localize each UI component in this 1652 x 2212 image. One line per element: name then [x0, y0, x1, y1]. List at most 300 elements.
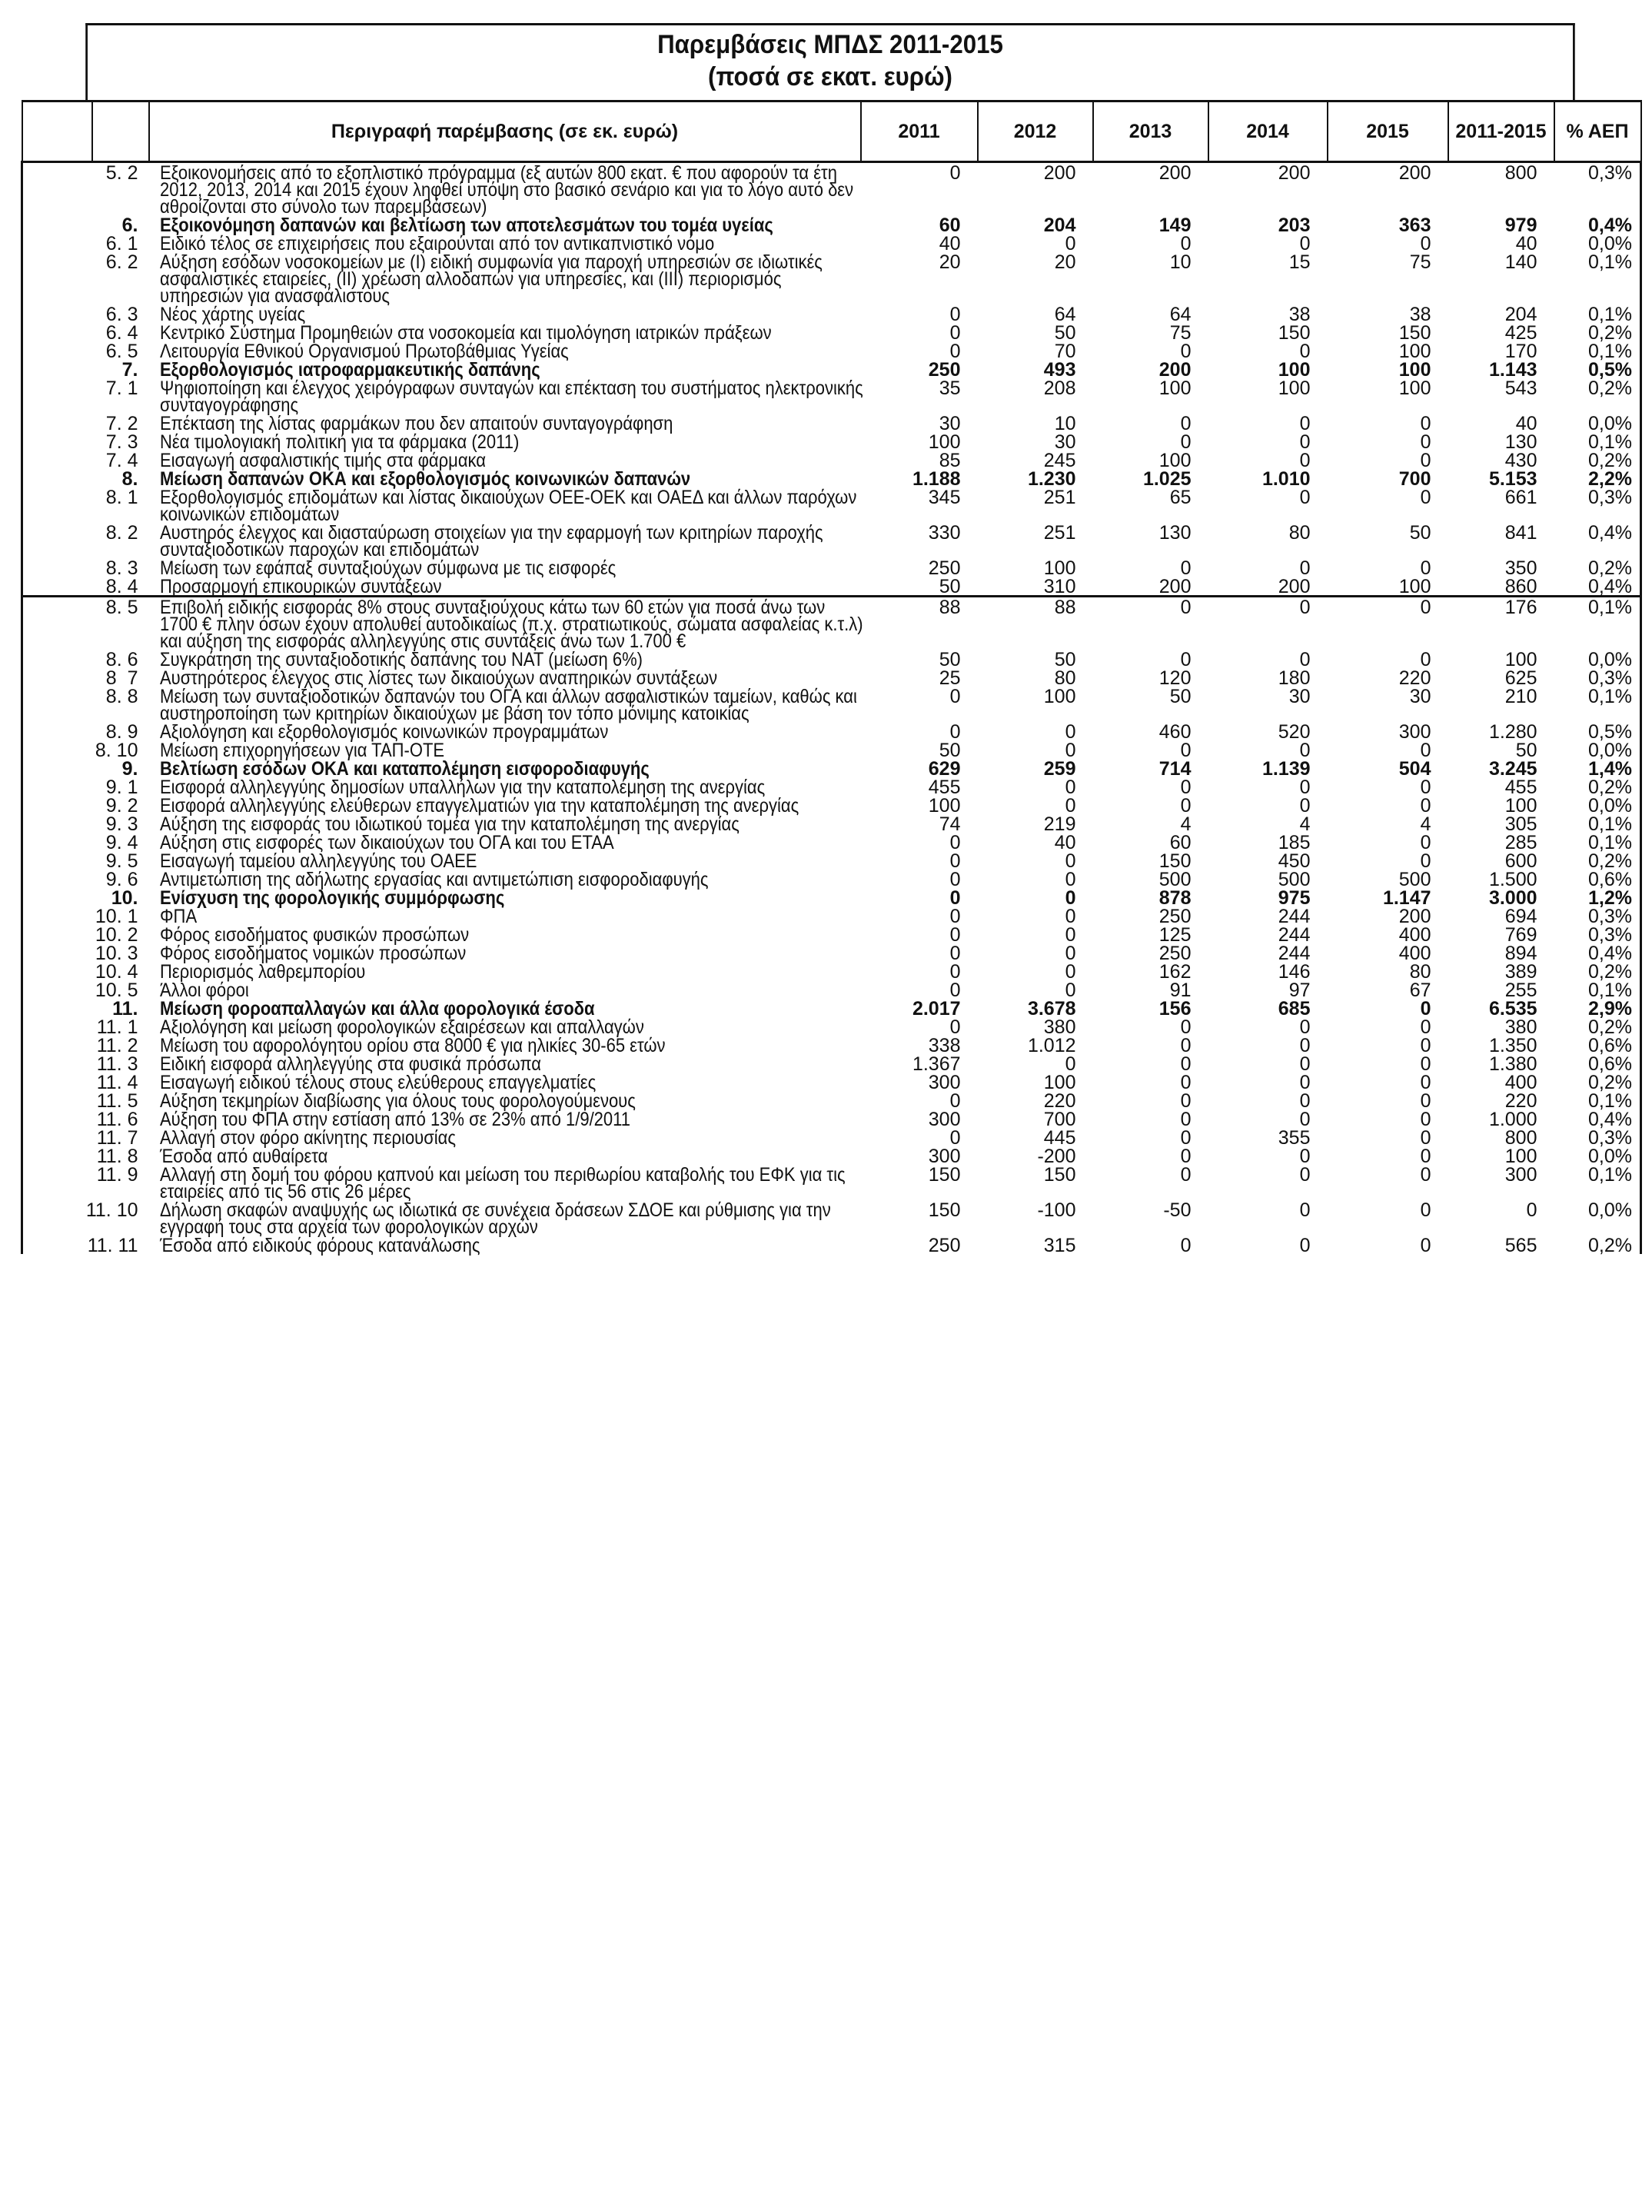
cell-2011: 50	[861, 577, 978, 597]
description-text: Νέα τιμολογιακή πολιτική για τα φάρμακα (2011)	[159, 431, 519, 453]
row-description	[149, 597, 861, 650]
cell-2012: 445	[1043, 1127, 1076, 1149]
table-row	[22, 980, 1641, 999]
row-description	[149, 322, 861, 344]
cell-2015: 0	[1420, 1235, 1431, 1256]
description-text: Μείωση των συνταξιοδοτικών δαπανών του ΟΓΑ και άλλων ασφαλιστικών ταμείων, καθώς και αυστηροποίηση των κριτηρίων δικαιούχων με βάση τον τόπο μόνιμης κατοικίας	[159, 686, 857, 724]
cell-2015: 100	[1328, 577, 1448, 597]
cell-gdp-percent: 0,2%	[1554, 378, 1641, 414]
col-description: Περιγραφή παρέμβασης (σε εκ. ευρώ)	[149, 101, 861, 162]
cell-2013: 0	[1180, 777, 1192, 798]
row-code: 10. 3	[22, 943, 149, 962]
table-row	[22, 304, 1641, 323]
table-row	[22, 234, 1641, 252]
cell-2011: 629	[928, 758, 961, 780]
cell-2013: 0	[1180, 1235, 1192, 1256]
cell-gdp-percent: 0,6%	[1554, 1036, 1641, 1054]
cell-2011: 50	[939, 649, 961, 670]
cell-total: 841	[1504, 522, 1537, 544]
row-description	[149, 251, 861, 307]
cell-gdp-percent: 0,2%	[1554, 451, 1641, 469]
column-header-row	[22, 101, 1641, 162]
col-2014: 2014	[1208, 101, 1328, 162]
row-description	[149, 980, 861, 999]
cell-gdp-percent: 0,1%	[1554, 980, 1641, 999]
cell-2012: 0	[1065, 869, 1076, 890]
row-code: 7. 3	[22, 432, 149, 451]
row-description	[149, 162, 861, 216]
cell-2015: 0	[1420, 1164, 1431, 1186]
cell-2013: 125	[1158, 924, 1192, 946]
table-row	[22, 833, 1641, 851]
col-code-a	[22, 101, 92, 162]
row-description	[149, 721, 861, 743]
table-row	[22, 1017, 1641, 1036]
cell-2011: 0	[949, 961, 961, 983]
description-text: Εισαγωγή ταμείου αλληλεγγύης του ΟΑΕΕ	[159, 850, 477, 872]
row-code: 7.	[22, 360, 149, 378]
cell-2011: 250	[928, 557, 961, 579]
cell-2013: 0	[1180, 597, 1192, 618]
document-page	[21, 23, 1640, 1254]
cell-2012: 150	[1043, 1164, 1076, 1186]
cell-gdp-percent: 0,1%	[1554, 597, 1641, 650]
description-text: Συγκράτηση της συνταξιοδοτικής δαπάνης του ΝΑΤ (μείωση 6%)	[159, 649, 643, 670]
cell-2013: 0	[1180, 233, 1192, 254]
row-code: 9. 1	[22, 777, 149, 796]
table-row	[22, 341, 1641, 360]
cell-total: 860	[1448, 577, 1554, 597]
cell-total: 1.000	[1488, 1109, 1537, 1130]
table-row	[22, 1036, 1641, 1054]
cell-2015: 50	[1409, 522, 1431, 544]
cell-2014: 100	[1278, 359, 1311, 381]
row-description	[149, 814, 861, 833]
row-code: 11. 11	[22, 1236, 149, 1254]
table-row	[22, 668, 1641, 687]
table-row	[22, 162, 1641, 216]
cell-2012: 10	[1054, 413, 1076, 434]
cell-total: 430	[1504, 450, 1537, 471]
cell-total: 1.350	[1488, 1035, 1537, 1056]
row-code: 10. 4	[22, 962, 149, 980]
cell-total: 130	[1504, 431, 1537, 453]
cell-gdp-percent: 0,4%	[1554, 523, 1641, 558]
row-code: 11. 8	[22, 1146, 149, 1165]
cell-2014: 1.139	[1261, 758, 1311, 780]
row-description	[149, 468, 861, 490]
cell-total: 176	[1504, 597, 1537, 618]
cell-total: 100	[1504, 795, 1537, 817]
cell-gdp-percent: 0,0%	[1554, 1200, 1641, 1236]
row-code: 11. 4	[22, 1073, 149, 1091]
row-code: 6. 3	[22, 304, 149, 323]
row-description	[149, 1146, 861, 1165]
cell-2015: 0	[1420, 450, 1431, 471]
cell-gdp-percent: 0,6%	[1554, 870, 1641, 888]
cell-2014: 244	[1278, 924, 1311, 946]
cell-2011: 0	[949, 869, 961, 890]
table-row	[22, 1236, 1641, 1254]
description-text: Αλλαγή στη δομή του φόρου καπνού και μείωση του περιθωρίου καταβολής του ΕΦΚ για τις εταιρείες από τις 56 στις 26 μέρες	[159, 1164, 846, 1202]
cell-total: 5.153	[1488, 468, 1537, 490]
row-description	[149, 870, 861, 888]
row-description	[149, 961, 861, 983]
row-description	[149, 558, 861, 577]
cell-2015: 0	[1420, 233, 1431, 254]
table-row	[22, 870, 1641, 888]
cell-total: 1.500	[1488, 869, 1537, 890]
row-description	[149, 1017, 861, 1036]
cell-2014: 244	[1278, 943, 1311, 964]
row-description	[149, 998, 861, 1020]
cell-gdp-percent: 0,1%	[1554, 341, 1641, 360]
col-2012: 2012	[978, 101, 1093, 162]
table-row	[22, 323, 1641, 341]
cell-2011: 30	[939, 413, 961, 434]
table-section-row	[22, 759, 1641, 777]
table-row	[22, 1200, 1641, 1236]
cell-2013: 130	[1158, 522, 1192, 544]
cell-2014: 200	[1278, 162, 1311, 184]
cell-2012: 259	[1043, 758, 1076, 780]
cell-2014: 0	[1299, 740, 1311, 761]
cell-gdp-percent: 0,6%	[1554, 1054, 1641, 1073]
cell-2015: 400	[1398, 924, 1431, 946]
cell-2015: 400	[1398, 943, 1431, 964]
row-description	[149, 215, 861, 234]
cell-2015: 100	[1398, 378, 1431, 399]
description-text: Εισαγωγή ειδικού τέλους στους ελεύθερους επαγγελματίες	[159, 1072, 596, 1093]
cell-2013: 0	[1180, 1109, 1192, 1130]
cell-2013: 100	[1158, 450, 1192, 471]
cell-2014: 244	[1278, 906, 1311, 927]
row-description	[149, 1236, 861, 1254]
cell-2014: 0	[1299, 795, 1311, 817]
cell-2011: 0	[949, 162, 961, 184]
row-code: 9. 3	[22, 814, 149, 833]
description-text: Μείωση των εφάπαξ συνταξιούχων σύμφωνα με τις εισφορές	[159, 557, 616, 579]
cell-2011: 0	[949, 322, 961, 344]
cell-2014: 0	[1299, 1164, 1311, 1186]
cell-2014: 0	[1299, 413, 1311, 434]
cell-total: 543	[1504, 378, 1537, 399]
table-row	[22, 1128, 1641, 1146]
cell-2012: 200	[1043, 162, 1076, 184]
cell-gdp-percent: 0,2%	[1554, 323, 1641, 341]
cell-2013: 0	[1180, 431, 1192, 453]
cell-2013: 4	[1180, 813, 1192, 835]
cell-2013: 200	[1093, 577, 1208, 597]
table-row	[22, 432, 1641, 451]
cell-2015: 220	[1398, 667, 1431, 689]
cell-2015: 0	[1420, 413, 1431, 434]
description-text: Αυστηρότερος έλεγχος στις λίστες των δικαιούχων αναπηρικών συντάξεων	[159, 667, 717, 689]
description-text: Ενίσχυση της φορολογικής συμμόρφωσης	[159, 887, 504, 909]
col-code-b	[92, 101, 149, 162]
cell-2012: 20	[1054, 251, 1076, 273]
cell-total: 425	[1504, 322, 1537, 344]
cell-2014: 100	[1278, 378, 1311, 399]
table-row	[22, 740, 1641, 759]
cell-2011: 100	[928, 795, 961, 817]
description-text: Εισφορά αλληλεγγύης ελεύθερων επαγγελματιών για την καταπολέμηση της ανεργίας	[159, 795, 799, 817]
cell-2011: 40	[939, 233, 961, 254]
description-text: Μείωση επιχορηγήσεων για ΤΑΠ-ΟΤΕ	[159, 740, 444, 761]
description-text: Αξιολόγηση και μείωση φορολογικών εξαιρέσεων και απαλλαγών	[159, 1016, 644, 1038]
cell-2015: 0	[1420, 597, 1431, 618]
row-description	[149, 1054, 861, 1073]
cell-2012: 208	[1043, 378, 1076, 399]
cell-gdp-percent: 0,4%	[1554, 1109, 1641, 1128]
table-row	[22, 1073, 1641, 1091]
cell-gdp-percent: 0,1%	[1554, 687, 1641, 722]
cell-2015: 75	[1409, 251, 1431, 273]
row-description	[149, 1127, 861, 1149]
cell-2013: 10	[1169, 251, 1192, 273]
table-row	[22, 650, 1641, 668]
cell-2012: 380	[1043, 1016, 1076, 1038]
row-description	[149, 341, 861, 360]
description-text: Επέκταση της λίστας φαρμάκων που δεν απαιτούν συνταγογράφηση	[159, 413, 673, 434]
row-description	[149, 359, 861, 381]
cell-2014: 1.010	[1261, 468, 1311, 490]
row-description	[149, 1109, 861, 1128]
description-text: Λειτουργία Εθνικού Οργανισμού Πρωτοβάθμιας Υγείας	[159, 341, 569, 362]
cell-2012: 204	[1043, 215, 1076, 236]
cell-2011: 0	[949, 832, 961, 853]
cell-gdp-percent: 0,1%	[1554, 1091, 1641, 1109]
cell-2012: 700	[1043, 1109, 1076, 1130]
row-code: 6.	[22, 215, 149, 234]
cell-total: 3.245	[1488, 758, 1537, 780]
cell-2014: 150	[1278, 322, 1311, 344]
cell-total: 40	[1515, 413, 1537, 434]
cell-2012: 220	[1043, 1090, 1076, 1112]
row-code: 9. 2	[22, 796, 149, 814]
row-description	[149, 1165, 861, 1200]
cell-gdp-percent: 0,0%	[1554, 234, 1641, 252]
row-code: 9. 5	[22, 851, 149, 870]
description-text: Προσαρμογή επικουρικών συντάξεων	[159, 576, 442, 597]
cell-gdp-percent: 0,3%	[1554, 906, 1641, 925]
cell-2014: 450	[1278, 850, 1311, 872]
description-text: Έσοδα από αυθαίρετα	[159, 1146, 327, 1167]
cell-2014: 0	[1299, 777, 1311, 798]
cell-2011: 0	[949, 850, 961, 872]
cell-gdp-percent: 0,5%	[1554, 722, 1641, 740]
cell-gdp-percent: 0,0%	[1554, 796, 1641, 814]
cell-total: 1.143	[1488, 359, 1537, 381]
cell-2011: 455	[928, 777, 961, 798]
cell-2014: 0	[1299, 1109, 1311, 1130]
cell-2014: 0	[1299, 341, 1311, 362]
row-description	[149, 924, 861, 946]
cell-2015: 38	[1409, 304, 1431, 325]
cell-2015: 0	[1420, 1016, 1431, 1038]
cell-2012: 100	[1043, 1072, 1076, 1093]
cell-2014: 0	[1299, 1146, 1311, 1167]
row-description	[149, 414, 861, 432]
cell-2013: 100	[1158, 378, 1192, 399]
title-line-1: Παρεμβάσεις ΜΠΔΣ 2011-2015	[657, 30, 1003, 59]
row-description	[149, 650, 861, 668]
cell-2013: -50	[1163, 1199, 1192, 1221]
cell-2015: 0	[1420, 557, 1431, 579]
row-code: 7. 2	[22, 414, 149, 432]
cell-2011: 50	[939, 740, 961, 761]
cell-total: 50	[1515, 740, 1537, 761]
cell-2015: 100	[1398, 359, 1431, 381]
cell-2014: 0	[1299, 1235, 1311, 1256]
table-section-row	[22, 999, 1641, 1017]
row-code: 8. 6	[22, 650, 149, 668]
cell-2014: 500	[1278, 869, 1311, 890]
cell-2015: 0	[1420, 998, 1431, 1020]
row-description	[149, 1200, 861, 1236]
cell-2012: 0	[1065, 777, 1076, 798]
row-description	[149, 687, 861, 722]
cell-2011: 2.017	[912, 998, 961, 1020]
cell-2013: 200	[1158, 162, 1192, 184]
cell-2015: 30	[1409, 686, 1431, 707]
row-code: 11. 3	[22, 1054, 149, 1073]
cell-2014: 0	[1299, 649, 1311, 670]
cell-2013: 120	[1158, 667, 1192, 689]
cell-2011: 1.188	[912, 468, 961, 490]
cell-total: 455	[1504, 777, 1537, 798]
cell-2013: 150	[1158, 850, 1192, 872]
cell-2011: 0	[949, 1090, 961, 1112]
cell-gdp-percent: 2,9%	[1554, 999, 1641, 1017]
description-text: Ψηφιοποίηση και έλεγχος χειρόγραφων συνταγών και επέκταση του συστήματος ηλεκτρονικής συνταγογράφησης	[159, 378, 863, 416]
cell-2013: 0	[1180, 740, 1192, 761]
cell-2014: 0	[1299, 233, 1311, 254]
cell-gdp-percent: 2,2%	[1554, 469, 1641, 487]
cell-total: 380	[1504, 1016, 1537, 1038]
cell-2014: 97	[1288, 980, 1311, 1001]
cell-2015: 0	[1420, 1146, 1431, 1167]
cell-2012: 1.230	[1027, 468, 1076, 490]
cell-gdp-percent: 0,3%	[1554, 925, 1641, 943]
cell-2015: 700	[1398, 468, 1431, 490]
description-text: Αυστηρός έλεγχος και διασταύρωση στοιχείων για την εφαρμογή των κριτηρίων παροχής συνταξιοδοτικών παροχών και επιδομάτων	[159, 522, 823, 560]
cell-total: 800	[1504, 1127, 1537, 1149]
cell-total: 140	[1504, 251, 1537, 273]
cell-2012: 493	[1043, 359, 1076, 381]
table-row	[22, 558, 1641, 577]
description-text: Έσοδα από ειδικούς φόρους κατανάλωσης	[159, 1235, 480, 1256]
cell-2013: 0	[1180, 649, 1192, 670]
cell-2015: 0	[1420, 850, 1431, 872]
description-text: Νέος χάρτης υγείας	[159, 304, 305, 325]
cell-2011: 74	[939, 813, 961, 835]
interventions-table	[21, 100, 1642, 1254]
cell-2012: 219	[1043, 813, 1076, 835]
cell-2014: 30	[1288, 686, 1311, 707]
row-description	[149, 833, 861, 851]
cell-2015: 80	[1409, 961, 1431, 983]
cell-total: 1.280	[1488, 721, 1537, 743]
description-text: Μείωση του αφορολόγητου ορίου στα 8000 € για ηλικίες 30-65 ετών	[159, 1035, 666, 1056]
cell-2012: 0	[1065, 924, 1076, 946]
cell-gdp-percent: 0,0%	[1554, 414, 1641, 432]
cell-gdp-percent: 0,1%	[1554, 814, 1641, 833]
cell-2012: 100	[1043, 557, 1076, 579]
cell-gdp-percent: 0,1%	[1554, 304, 1641, 323]
col-gdp-percent: % ΑΕΠ	[1554, 101, 1641, 162]
cell-2012: 251	[1043, 522, 1076, 544]
row-code: 8. 10	[22, 740, 149, 759]
row-description	[149, 887, 861, 909]
row-code: 11.	[22, 999, 149, 1017]
description-text: Ειδικό τέλος σε επιχειρήσεις που εξαιρούνται από τον αντικαπνιστικό νόμο	[159, 233, 714, 254]
cell-total: 769	[1504, 924, 1537, 946]
cell-2015: 0	[1420, 1199, 1431, 1221]
cell-2012: 0	[1065, 1053, 1076, 1075]
cell-2014: 0	[1299, 597, 1311, 618]
cell-2011: 60	[939, 215, 961, 236]
cell-gdp-percent: 0,0%	[1554, 740, 1641, 759]
cell-2012: 50	[1054, 322, 1076, 344]
description-text: Μείωση φοροαπαλλαγών και άλλα φορολογικά έσοδα	[159, 998, 595, 1020]
table-row	[22, 796, 1641, 814]
cell-2011: 35	[939, 378, 961, 399]
cell-2014: 4	[1299, 813, 1311, 835]
cell-2013: 64	[1169, 304, 1192, 325]
cell-2012: 50	[1054, 649, 1076, 670]
row-code: 9. 4	[22, 833, 149, 851]
description-text: Φόρος εισοδήματος φυσικών προσώπων	[159, 924, 469, 946]
cell-2013: 500	[1158, 869, 1192, 890]
cell-2013: 0	[1180, 1053, 1192, 1075]
cell-2013: 200	[1158, 359, 1192, 381]
cell-2015: 200	[1398, 906, 1431, 927]
col-2013: 2013	[1093, 101, 1208, 162]
cell-2014: 0	[1299, 450, 1311, 471]
cell-2013: 0	[1180, 1090, 1192, 1112]
cell-2012: 88	[1054, 597, 1076, 618]
cell-2014: 975	[1278, 887, 1311, 909]
table-row	[22, 906, 1641, 925]
table-row	[22, 523, 1641, 558]
row-code: 6. 5	[22, 341, 149, 360]
cell-total: 979	[1504, 215, 1537, 236]
row-code: 6. 1	[22, 234, 149, 252]
description-text: Αύξηση στις εισφορές των δικαιούχων του ΟΓΑ και του ΕΤΑΑ	[159, 832, 614, 853]
cell-2013: 0	[1180, 1146, 1192, 1167]
cell-2012: 245	[1043, 450, 1076, 471]
cell-total: 800	[1504, 162, 1537, 184]
cell-2011: 250	[928, 1235, 961, 1256]
cell-total: 1.380	[1488, 1053, 1537, 1075]
cell-total: 350	[1504, 557, 1537, 579]
row-description	[149, 1073, 861, 1091]
col-2011: 2011	[861, 101, 978, 162]
cell-2012: 0	[1065, 233, 1076, 254]
cell-2013: 65	[1169, 487, 1192, 508]
cell-2011: 0	[949, 887, 961, 909]
cell-2014: 200	[1208, 577, 1328, 597]
cell-2015: 0	[1420, 1035, 1431, 1056]
cell-2011: 330	[928, 522, 961, 544]
description-text: Άλλοι φόροι	[159, 980, 249, 1001]
row-description	[149, 432, 861, 451]
cell-2012: 310	[978, 577, 1093, 597]
row-code: 10.	[22, 888, 149, 906]
cell-2011: 0	[949, 980, 961, 1001]
cell-2013: 0	[1180, 1016, 1192, 1038]
